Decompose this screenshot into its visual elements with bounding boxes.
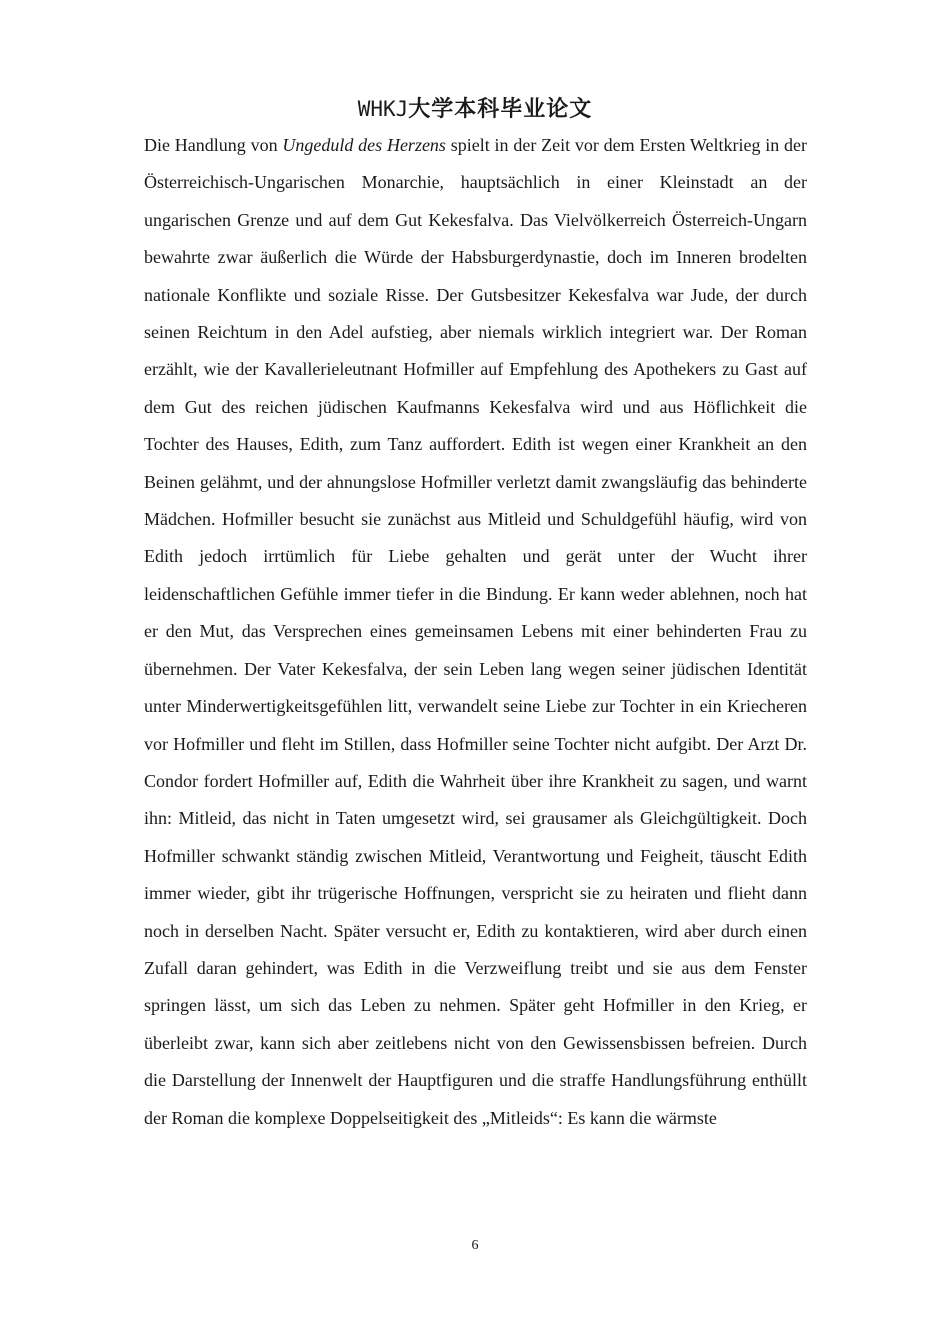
page-header <box>0 92 950 123</box>
paragraph-intro: Die Handlung von <box>144 135 283 155</box>
header-title: 大学本科毕业论文 <box>408 96 593 122</box>
body-paragraph <box>144 127 807 1137</box>
book-title: Ungeduld des Herzens <box>282 135 446 155</box>
header-latin: WHKJ <box>357 97 409 121</box>
paragraph-text: spielt in der Zeit vor dem Ersten Weltkrieg in der Österreichisch-Ungarischen Monarchie, hauptsächlich in einer Kleinstadt an der ungarischen Grenze und auf dem Gut Kekesfalva. Das Vielvölkerreich Österreich-Ungarn bewahrte zwar äußerlich die Würde der Habsburgerdynastie, doch im Inneren brodelten nationale Konflikte und soziale Risse. Der Gutsbesitzer Kekesfalva war Jude, der durch seinen Reichtum in den Adel aufstieg, aber niemals wirklich integriert war. Der Roman erzählt, wie der Kavallerieleutnant Hofmiller auf Empfehlung des Apothekers zu Gast auf dem Gut des reichen jüdischen Kaufmanns Kekesfalva wird und aus Höflichkeit die Tochter des Hauses, Edith, zum Tanz auffordert. Edith ist wegen einer Krankheit an den Beinen gelähmt, und der ahnungslose Hofmiller verletzt damit zwangsläufig das behinderte Mädchen. Hofmiller besucht sie zunächst aus Mitleid und Schuldgefühl häufig, wird von Edith jedoch irrtümlich für Liebe gehalten und gerät unter der Wucht ihrer leidenschaftlichen Gefühle immer tiefer in die Bindung. Er kann weder ablehnen, noch hat er den Mut, das Versprechen eines gemeinsamen Lebens mit einer behinderten Frau zu übernehmen. Der Vater Kekesfalva, der sein Leben lang wegen seiner jüdischen Identität unter Minderwertigkeitsgefühlen litt, verwandelt seine Liebe zur Tochter in ein Kriecheren vor Hofmiller und fleht im Stillen, dass Hofmiller seine Tochter nicht aufgibt. Der Arzt Dr. Condor fordert Hofmiller auf, Edith die Wahrheit über ihre Krankheit zu sagen, und warnt ihn: Mitleid, das nicht in Taten umgesetzt wird, sei grausamer als Gleichgültigkeit. Doch Hofmiller schwankt ständig zwischen Mitleid, Verantwortung und Feigheit, täuscht Edith immer wieder, gibt ihr trügerische Hoffnungen, verspricht sie zu heiraten und flieht dann noch in derselben Nacht. Später versucht er, Edith zu kontaktieren, wird aber durch einen Zufall daran gehindert, was Edith in die Verzweiflung treibt und sie aus dem Fenster springen lässt, um sich das Leben zu nehmen. Später geht Hofmiller in den Krieg, er überleibt zwar, kann sich aber zeitlebens nicht von den Gewissensbissen befreien. Durch die Darstellung der Innenwelt der Hauptfiguren und die straffe Handlungsführung enthüllt der Roman die komplexe Doppelseitigkeit des „Mitleids“: Es kann die wärmste <box>144 135 808 1128</box>
page-number: 6 <box>471 1238 479 1253</box>
